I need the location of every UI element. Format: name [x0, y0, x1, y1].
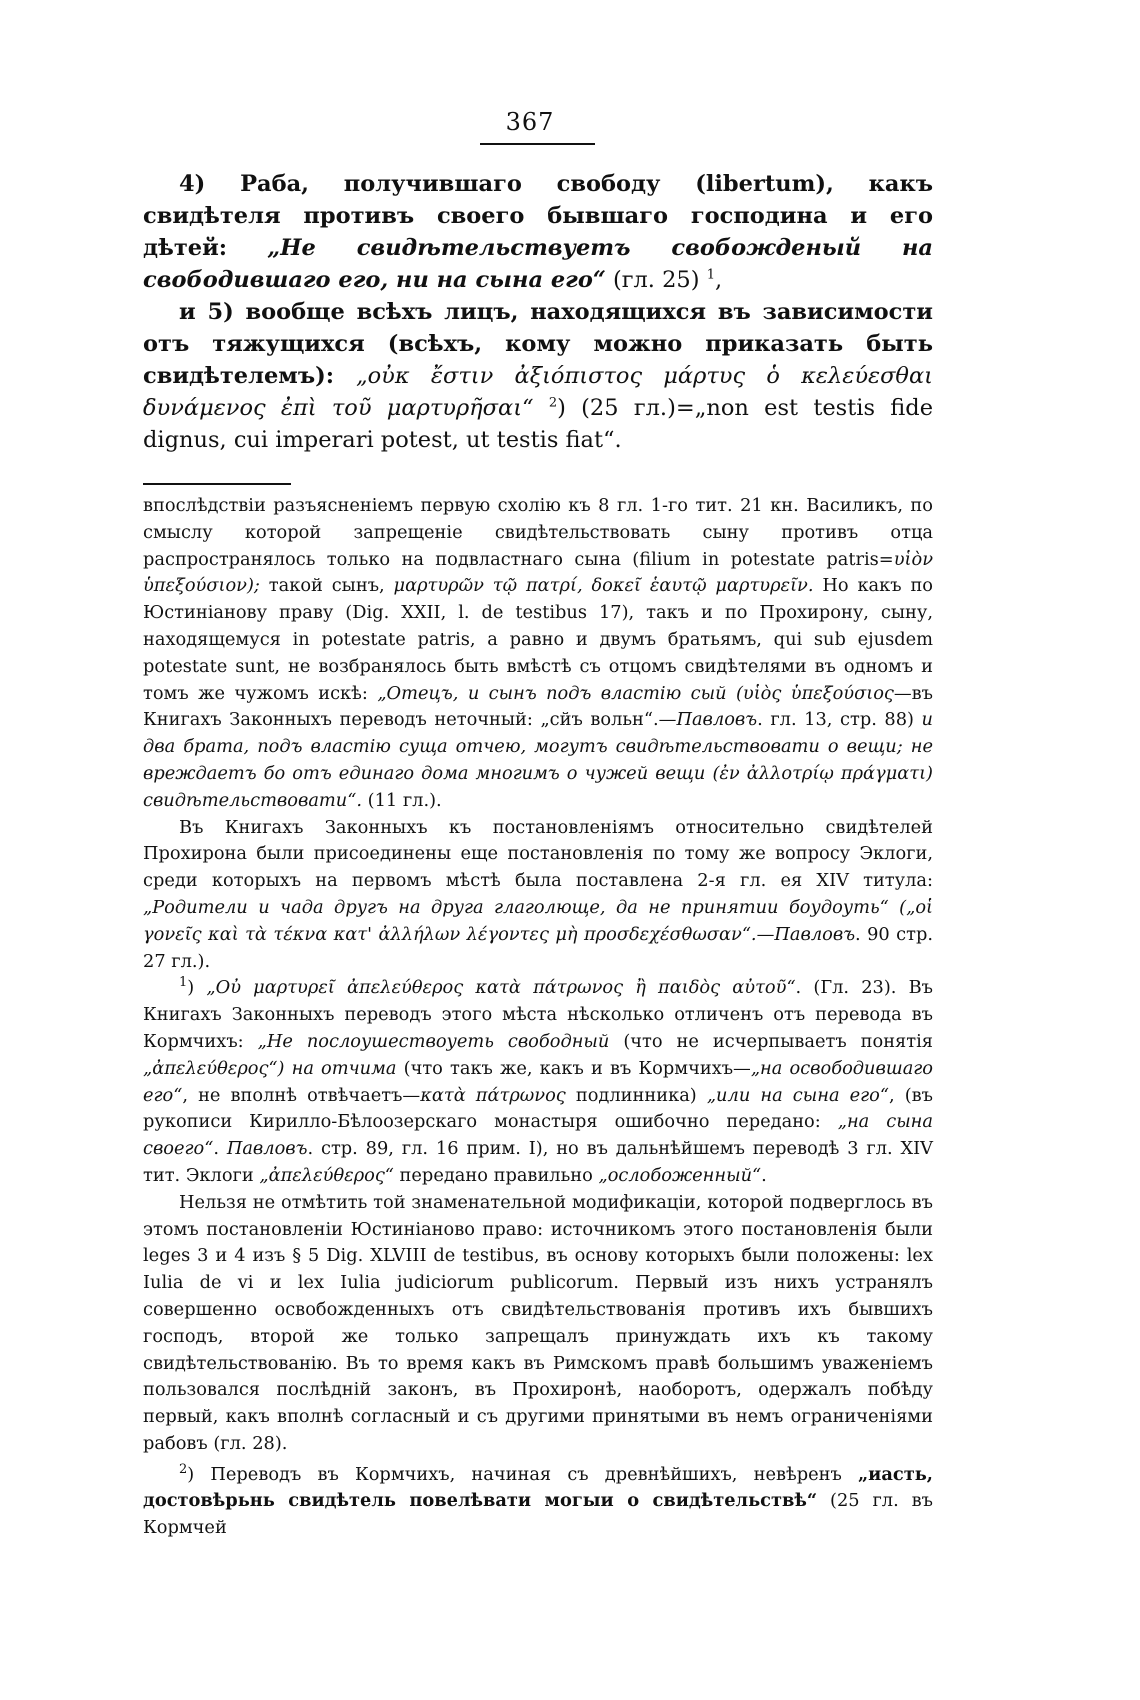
fn-cont-text-5: . гл. 13, стр. 88) [757, 709, 922, 731]
footnote-2 [143, 1462, 933, 1542]
fn1-u: . [761, 1164, 767, 1186]
paragraph-item-4 [143, 168, 933, 296]
item-5-greek: „οὐκ ἔστιν ἀξιόπιστος μάρτυς ὁ κελεύεσθαι δυνάμενος ἐπὶ τοῦ μαρτυρῆσαι“ [143, 363, 933, 421]
item-4-ref: (гл. 25) [605, 267, 707, 293]
footnote-ref-1: 1 [706, 267, 715, 283]
fn-cont-author-1: Павловъ [676, 709, 758, 731]
fn1-author: Павловъ [226, 1138, 308, 1160]
fn-cont-greek-1: υἱὸν ὑπεξούσιον); [143, 548, 933, 597]
item-4-lead: 4) Раба, получившаго свободу (libertum), какъ свидѣтеля противъ своего бывшаго господина и его дѣтей: [143, 171, 933, 261]
paragraph-item-5 [143, 296, 933, 456]
fn1-greek-j: κατὰ πάτρωνος [420, 1084, 566, 1106]
page-number-rule [480, 143, 595, 145]
fn1-c: . (Гл. 23). Въ Книгахъ Законныхъ переводъ этого мѣста нѣсколько отличенъ отъ перевода въ Кормчихъ: [143, 977, 933, 1052]
fn1-k: подлинника) [565, 1084, 707, 1106]
footnote-continuation-2 [143, 815, 933, 976]
item-5-lead: и 5) вообще всѣхъ лицъ, находящихся въ зависимости отъ тяжущихся (всѣхъ, кому можно приказать быть свидѣтелемъ): [143, 299, 933, 389]
footnote-ref-2: 2 [548, 395, 558, 411]
fn-cont-text-6: (11 гл.). [361, 789, 442, 811]
fn1-quote-d: „Не послоушествоуеть свободный [257, 1030, 610, 1052]
fn1-g: (что такъ же, какъ и въ Кормчихъ— [396, 1057, 751, 1079]
item-5-space [534, 395, 549, 421]
item-5-ref: ) (25 гл.)=„non est testis fide dignus, cui imperari potest, ut testis fiat“. [143, 395, 934, 453]
fn1-m: , (въ рукописи Кирилло-Бѣлоозерскаго монастыря ошибочно передано: [143, 1084, 933, 1133]
fn1-quote-h: „на освободившаго его“ [143, 1057, 933, 1106]
fn1-i: , не вполнѣ отвѣчаетъ— [182, 1084, 421, 1106]
fn1-quote-n: „на сына своего“ [143, 1111, 933, 1160]
fn1-e: (что не исчерпываетъ понятія [609, 1030, 934, 1052]
fn1-a: ) [187, 977, 207, 999]
fn-cont-text-3: Но какъ по Юстиніанову праву (Dig. XXII, l. de testibus 17), такъ и по Прохирону, сыну, находящемуся in potestate patris, а равно и двумъ братьямъ, qui sub ejusdem potestate sunt, не возбранялось быть вмѣстѣ съ отцомъ свидѣтелями въ одномъ и томъ же чужомъ искѣ: [143, 575, 933, 704]
fn-cont-quote-1: „Отецъ, и сынъ подъ властію сый (υἱὸς ὑπεξούσιος [377, 682, 894, 704]
fn-cont2-quote: „Родители и чада другъ на друга глаголюще, да не принятии боудоуть“ („οἱ γονεῖς καὶ τὰ τέκνα κατ' ἀλλήλων λέγοντες μὴ προσδεχέσθωσαν“. [143, 896, 933, 945]
main-text [143, 168, 933, 456]
footnote-1-continuation: Нельзя не отмѣтить той знаменательной модификаціи, которой подверглось въ этомъ постановленіи Юстиніаново право: источникомъ этого постановленія были leges 3 и 4 изъ § 5 Dig. XLVIII de testibus, въ основу которыхъ были положены: lex Iulia de vi и lex Iulia judiciorum publicorum. Первый изъ нихъ устранялъ совершенно освобожденныхъ отъ свидѣтельствованія противъ ихъ бывшихъ господъ, второй же только запрещалъ принуждать ихъ къ такому свидѣтельствованію. Въ то время какъ въ Римскомъ правѣ большимъ уваженіемъ пользовался послѣдній законъ, въ Прохиронѣ, наоборотъ, одержалъ побѣду первый, какъ вполнѣ согласный и съ другими принятыми въ немъ ограниченіями рабовъ (гл. 28). [143, 1191, 933, 1454]
fn1-quote-f: „ἀπελεύθερος“) на отчима [143, 1057, 397, 1079]
fn-cont-quote-2: и два брата, подъ властію суща отчею, могутъ свидѣтельствовати о вещи; не вреждаетъ бо отъ единаго дома многимъ о чужей вещи (ἐν ἀλλοτρίῳ πράγματι) свидѣтельствовати“. [143, 709, 933, 811]
fn-cont-text-2: такой сынъ, [268, 575, 394, 597]
fn1-q: . стр. 89, гл. 16 прим. I), но въ дальнѣйшемъ переводѣ 3 гл. XIV тит. Эклоги [143, 1138, 933, 1186]
fn1-s: передано правильно [393, 1164, 599, 1186]
fn1-o: . [213, 1138, 227, 1160]
fn1-greek-quote: „Οὐ μαρτυρεῖ ἀπελεύθερος κατὰ πάτρωνος ἢ παιδὸς αὐτοῦ“ [206, 977, 796, 999]
fn-cont2-text-a: Въ Книгахъ Законныхъ къ постановленіямъ относительно свидѣтелей Прохирона были присоединены еще постановленія по тому же вопросу Эклоги, среди которыхъ на первомъ мѣстѣ была поставлена 2-я гл. ея XIV титула: [143, 816, 933, 892]
fn-cont2-author: Павловъ [774, 923, 856, 945]
fn1-quote-l: „или на сына его“ [706, 1084, 889, 1106]
item-4-quote: „Не свидѣтельствуетъ свобожденый на свободившаго его, ни на сына его“ [143, 235, 933, 293]
footnotes [143, 493, 933, 1542]
fn2-a: ) Переводъ въ Кормчихъ, начиная съ древнѣйшихъ, невѣренъ [187, 1463, 858, 1485]
fn-cont-greek-2: μαρτυρῶν τῷ πατρί, δοκεῖ ἑαυτῷ μαρτυρεῖν. [393, 575, 814, 597]
footnote-1-number: 1 [179, 975, 188, 991]
footnote-1 [143, 975, 933, 1189]
footnote-rule [143, 483, 291, 485]
item-4-tail: , [714, 267, 723, 293]
fn1-greek-r: „ἀπελεύθερος“ [259, 1164, 394, 1186]
fn1-quote-t: „ослобоженный“ [598, 1164, 762, 1186]
page-number: 367 [505, 108, 555, 136]
fn-cont2-dash: — [756, 923, 775, 945]
fn-cont-text-4: —въ Книгахъ Законныхъ переводъ неточный: „сйъ вольн“.— [143, 682, 933, 731]
fn2-church-slavonic-quote: „иасть, достовѣрьнь свидѣтель повелѣвати могыи о свидѣтельствѣ“ [143, 1463, 933, 1512]
footnote-2-number: 2 [179, 1461, 188, 1477]
fn-cont-text-1: впослѣдствіи разъясненіемъ первую схолію къ 8 гл. 1-го тит. 21 кн. Василикъ, по смыслу которой запрещеніе свидѣтельствовать сыну противъ отца распространялось только на подвластнаго сына (filium in potestate patris= [143, 495, 933, 570]
fn2-c: (25 гл. въ Кормчей [143, 1490, 933, 1539]
footnote-continuation [143, 493, 933, 815]
fn-cont2-text-e: . 90 стр. 27 гл.). [143, 923, 933, 972]
